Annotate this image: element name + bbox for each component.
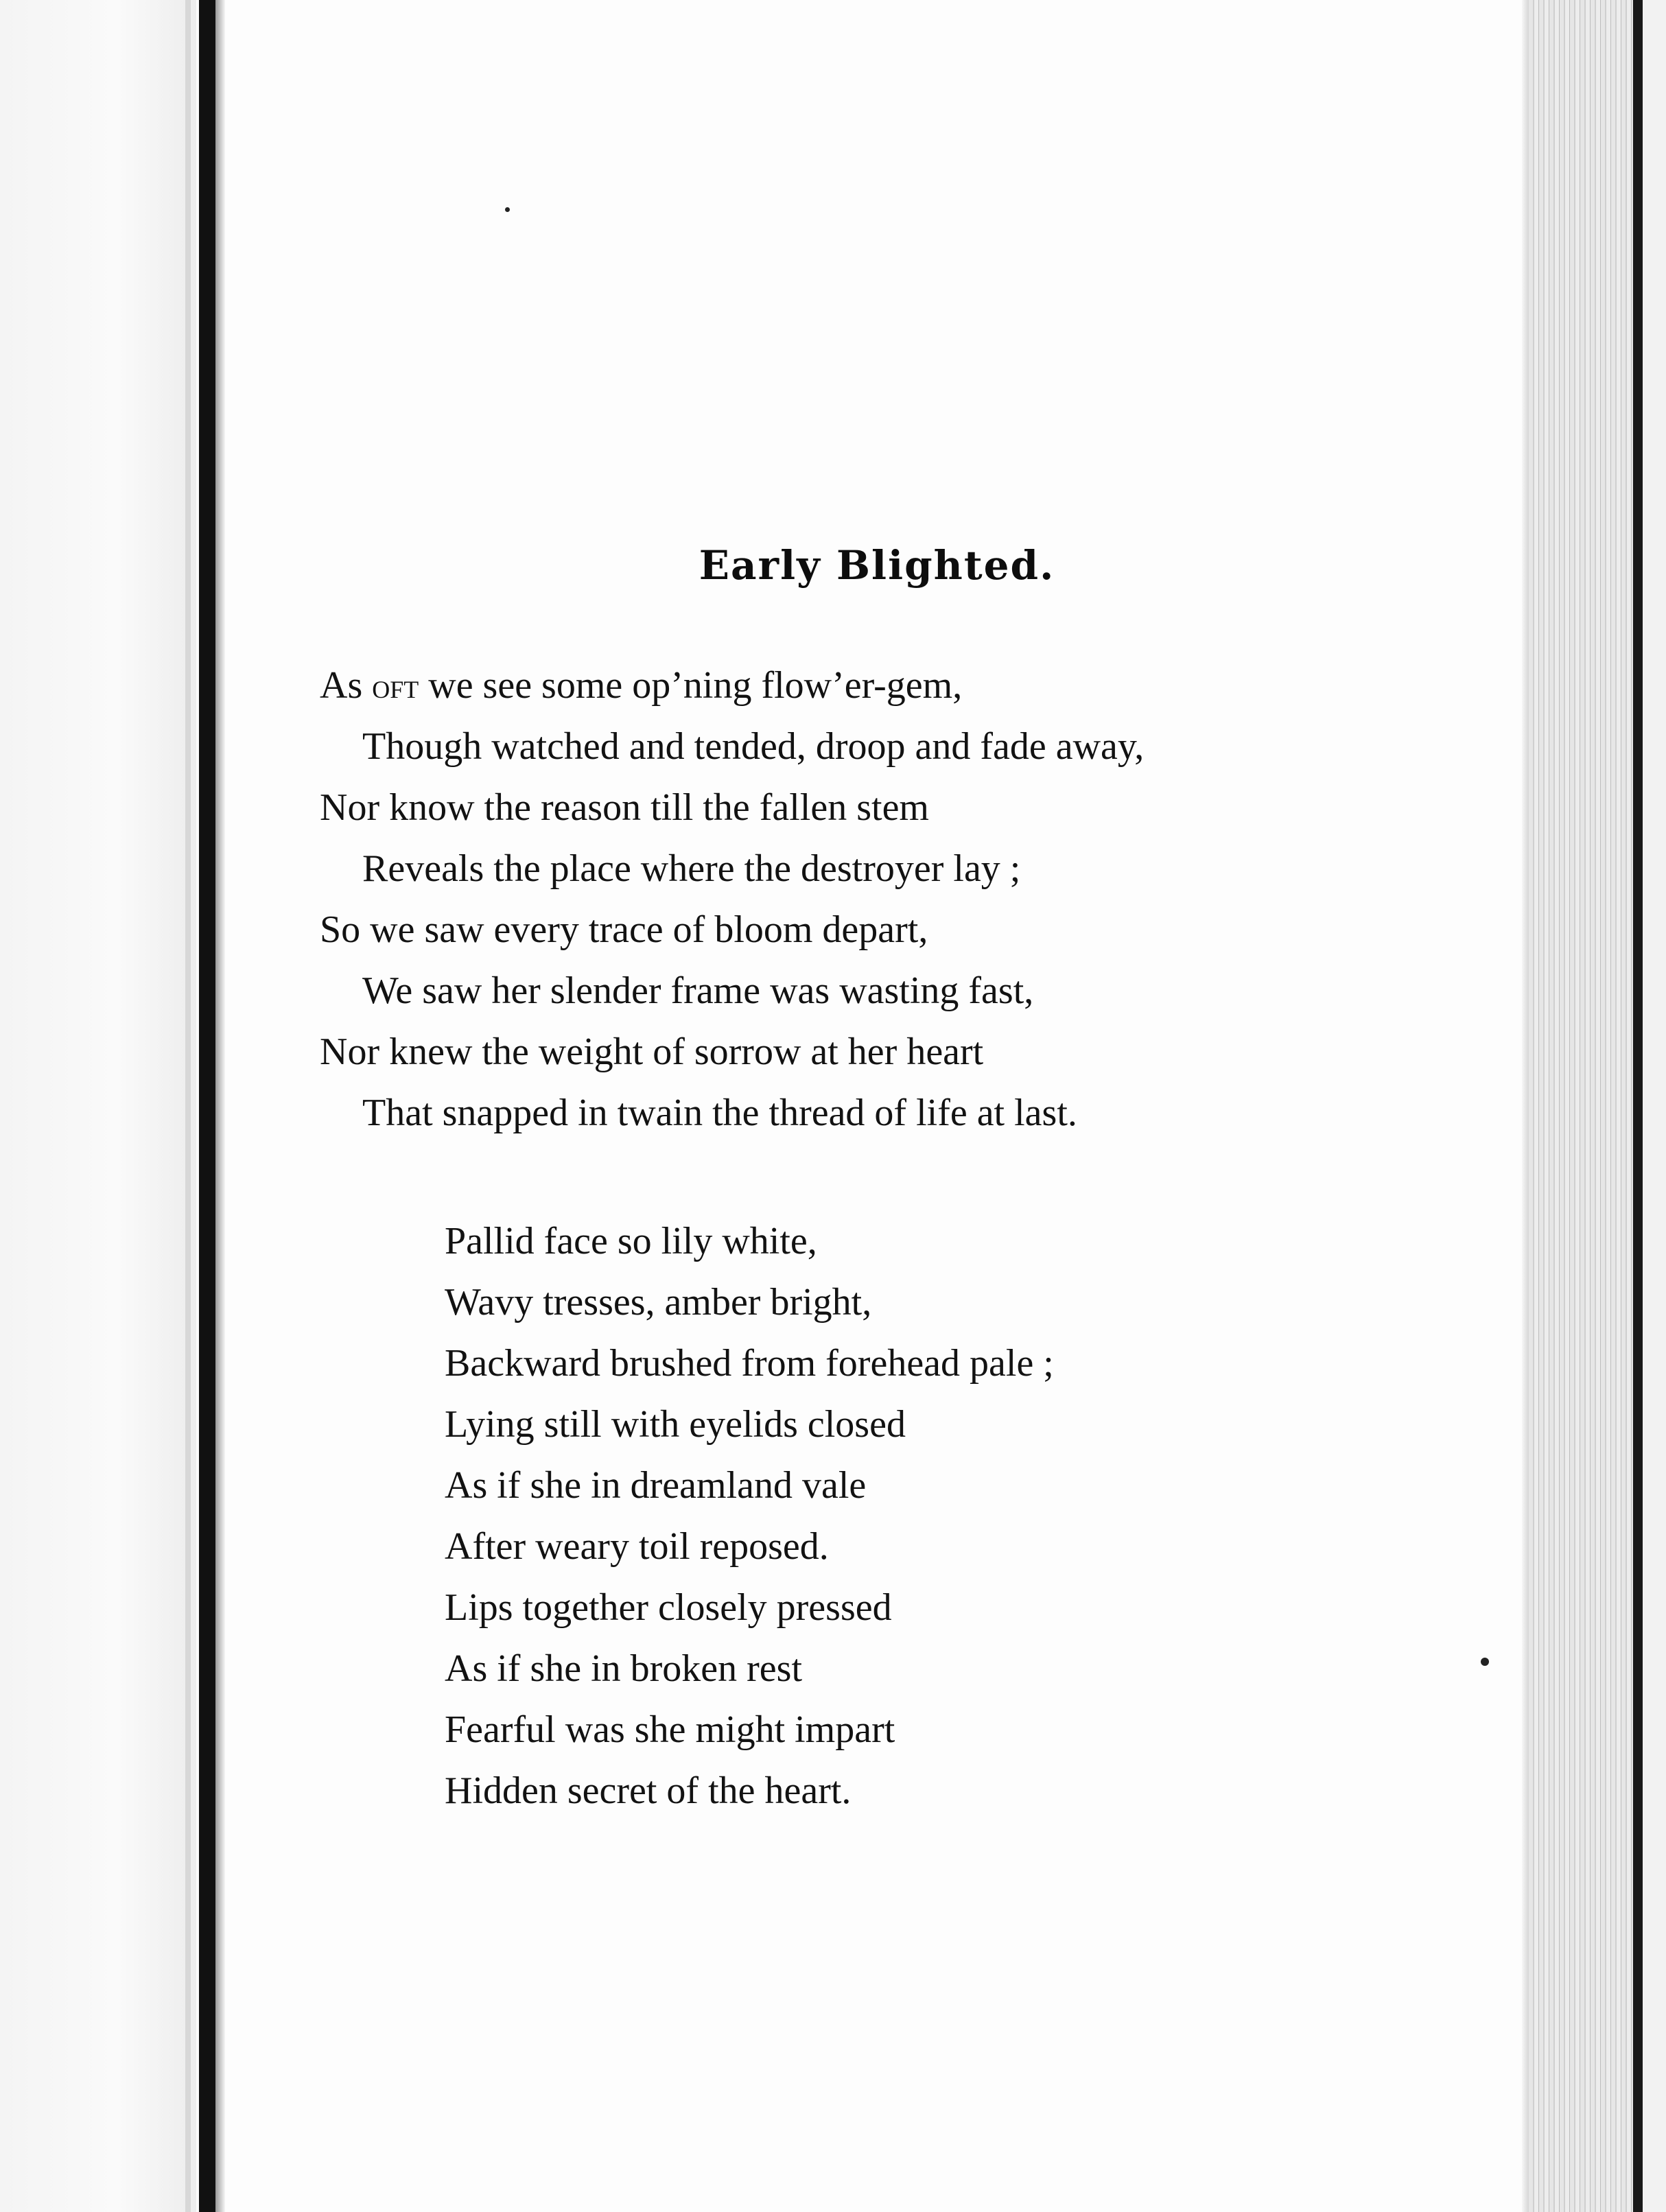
left-facing-page: [0, 0, 196, 2212]
poem-line: Pallid face so lily white,: [445, 1220, 817, 1262]
gutter-shadow: [215, 0, 225, 2212]
poem-line: Reveals the place where the destroyer lay ;: [362, 847, 1021, 890]
poem-line: Lying still with eyelids closed: [445, 1403, 906, 1446]
poem-title: Early Blighted.: [699, 542, 1055, 589]
poem-line: We saw her slender frame was wasting fast,: [362, 969, 1034, 1012]
print-speck: [1481, 1658, 1489, 1666]
poem-line: [320, 655, 1144, 716]
poem-line: Lips together closely pressed: [445, 1586, 892, 1629]
poem-line: That snapped in twain the thread of life at last.: [362, 1092, 1077, 1134]
poem-line: As if she in dreamland vale: [445, 1464, 867, 1507]
poem-line: Wavy tresses, amber bright,: [445, 1281, 872, 1323]
stanza-two: [445, 1211, 1054, 1822]
first-word: As: [320, 664, 363, 707]
poem-line: Nor know the reason till the fallen stem: [320, 786, 929, 829]
poem-line: As if she in broken rest: [445, 1647, 803, 1690]
poem-line: Though watched and tended, droop and fade away,: [362, 725, 1145, 768]
poem-line: After weary toil reposed.: [445, 1525, 829, 1568]
print-speck: [505, 207, 510, 212]
poem-line: Nor knew the weight of sorrow at her heart: [320, 1031, 984, 1073]
poem-line: So we saw every trace of bloom depart,: [320, 908, 928, 951]
small-caps-word: oft: [372, 667, 419, 706]
page-stack-dark-edge: [1633, 0, 1643, 2212]
book-gutter: [199, 0, 215, 2212]
poem-line: Fearful was she might impart: [445, 1708, 895, 1751]
poem-line: Hidden secret of the heart.: [445, 1769, 852, 1812]
poem-line: Backward brushed from forehead pale ;: [445, 1342, 1054, 1385]
page-stack-end: [1643, 0, 1666, 2212]
first-line-rest: we see some op’ning flow’er-gem,: [428, 664, 963, 707]
left-page-edge: [185, 0, 191, 2212]
stanza-one: [320, 655, 1144, 1144]
